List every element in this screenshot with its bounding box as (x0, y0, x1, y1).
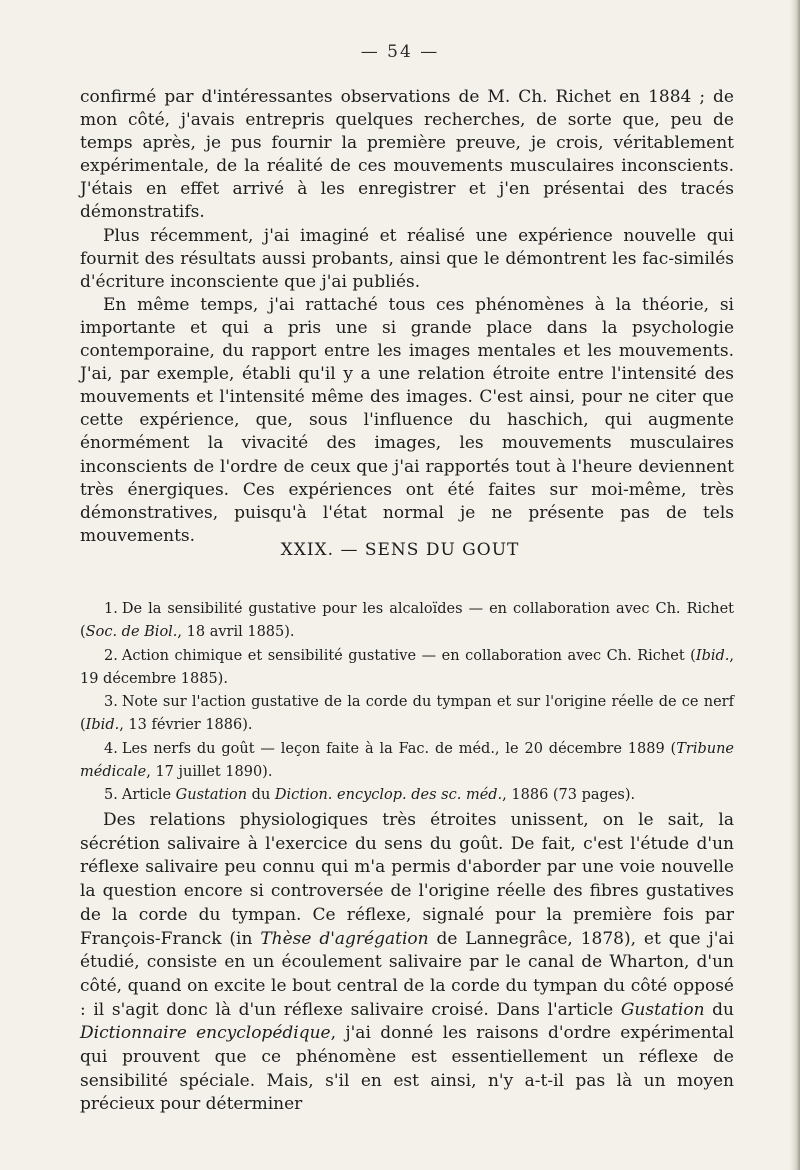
item-date: , 19 décembre 1885). (80, 647, 734, 687)
item-date: , 18 avril 1885). (177, 624, 295, 641)
item-source: Tribune médicale (80, 740, 734, 781)
paragraph-text: du (704, 999, 734, 1020)
item-number: 3. (104, 694, 118, 711)
bibliography-item (80, 645, 734, 692)
item-number: 2. (104, 647, 118, 664)
paragraph (80, 809, 734, 1117)
item-source: Diction. encyclop. des sc. méd. (274, 787, 503, 804)
item-source: Ibid. (85, 717, 120, 734)
bibliography-list (80, 598, 734, 808)
item-date: , 1886 (73 pages). (502, 787, 636, 804)
bibliography-item (80, 691, 734, 738)
section-heading: XXIX. — SENS DU GOUT (280, 540, 520, 560)
italic-title: Gustation (620, 999, 705, 1020)
item-source: Soc. de Biol. (85, 624, 178, 641)
paragraph-text: Des relations physiologiques très étroites unissent, on le sait, la sécrétion salivaire à l'exercice du sens du goût. De fait, c'est l'étude d'un réflexe salivaire peu connu qui m'a permis d'aborder par une voie nouvelle la question encore si controversée de l'origine réelle des fibres gustatives de la corde du tympan. Ce réflexe, signalé pour la première fois par François-Franck (in (80, 810, 734, 949)
item-text: De la sensibilité gustative pour les alcaloïdes — en collaboration avec Ch. Richet ( (80, 601, 734, 641)
item-date: , 13 février 1886). (119, 717, 253, 734)
italic-title: Dictionnaire encyclopédique (80, 1023, 331, 1044)
bibliography-item (80, 784, 734, 807)
page-edge-shadow (790, 0, 800, 1170)
item-text: Les nerfs du goût — leçon faite à la Fac. de méd., le 20 décembre 1889 ( (121, 740, 677, 757)
item-source: Ibid. (695, 647, 730, 664)
paragraph: En même temps, j'ai rattaché tous ces phénomènes à la théorie, si importante et qui a pris une si grande place dans la psychologie contemporaine, du rapport entre les images mentales et les mouvements. J'ai, par exemple, établi qu'il y a une relation étroite entre l'intensité des mouvements et l'intensité même des images. C'est ainsi, pour ne citer que cette expérience, que, sous l'influence du haschich, qui augmente énormément la vivacité des images, les mouvements musculaires inconscients de l'ordre de ceux que j'ai rapportés tout à l'heure deviennent très énergiques. Ces expériences ont été faites sur moi-même, très démonstratives, puisqu'à l'état normal je ne présente pas de tels mouvements. (80, 294, 734, 546)
item-source: Gustation (175, 787, 248, 804)
item-date: , 17 juillet 1890). (146, 764, 273, 781)
top-text-block (80, 86, 734, 548)
paragraph-text: de Lannegrâce, 1878), et que j'ai étudié, consiste en un écoulement salivaire par le canal de Wharton, d'un côté, quand on excite le bout central de la corde du tympan du côté opposé : il s'agit donc là d'un réflexe salivaire croisé. Dans l'article (80, 928, 734, 1020)
paragraph: Plus récemment, j'ai imaginé et réalisé une expérience nouvelle qui fournit des résultats aussi probants, ainsi que le démontrent les fac-similés d'écriture inconsciente que j'ai publiés. (80, 225, 734, 292)
item-connector: du (247, 787, 275, 804)
bottom-text-block (80, 809, 734, 1117)
italic-title: Thèse d'agrégation (260, 928, 429, 949)
page-number: — 54 — (360, 42, 440, 62)
item-number: 5. (104, 787, 118, 804)
paragraph-text: , j'ai donné les raisons d'ordre expérimental qui prouvent que ce phénomène est essentiellement un réflexe de sensibilité spéciale. Mais, s'il en est ainsi, n'y a-t-il pas là un moyen précieux pour déterminer (80, 1023, 734, 1115)
item-number: 4. (104, 740, 118, 757)
item-text: Note sur l'action gustative de la corde du tympan et sur l'origine réelle de ce nerf ( (80, 694, 734, 734)
paragraph: confirmé par d'intéressantes observations de M. Ch. Richet en 1884 ; de mon côté, j'avais entrepris quelques recherches, de sorte que, peu de temps après, je pus fournir la première preuve, je crois, véritablement expérimentale, de la réalité de ces mouvements musculaires inconscients. J'étais en effet arrivé à les enregistrer et j'en présentai des tracés démonstratifs. (80, 87, 734, 223)
item-text: Article (121, 787, 176, 804)
item-number: 1. (104, 601, 118, 617)
item-text: Action chimique et sensibilité gustative — en collaboration avec Ch. Richet ( (121, 647, 696, 664)
bibliography-item (80, 598, 734, 645)
bibliography-item (80, 738, 734, 785)
